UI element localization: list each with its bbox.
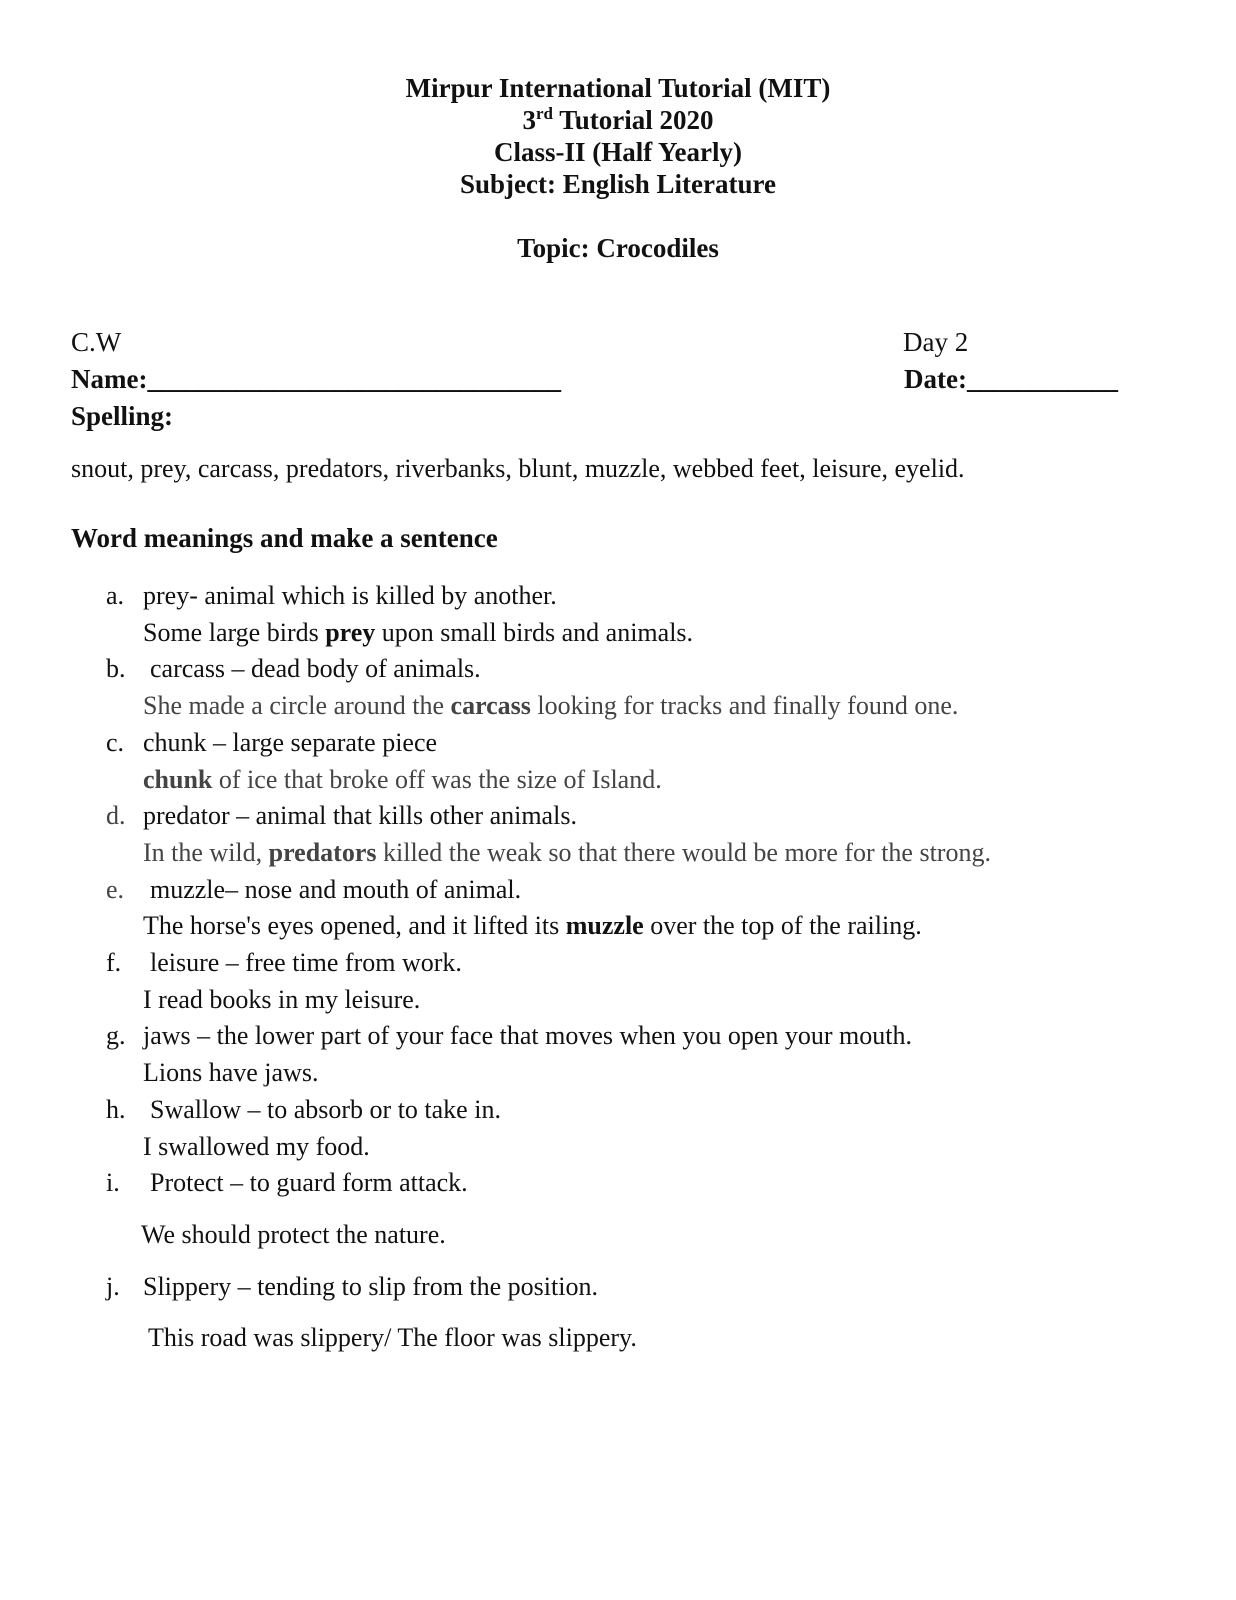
item-letter: j.: [106, 1271, 120, 1301]
item-definition: predator – animal that kills other animals.: [143, 801, 577, 831]
list-item: [0, 945, 1236, 1018]
item-letter: e.: [106, 874, 125, 904]
item-letter: c.: [106, 727, 125, 757]
spelling-label: Spelling:: [71, 401, 174, 431]
item-sentence: [0, 615, 1236, 652]
section-title: Word meanings and make a sentence: [71, 523, 498, 553]
sentence-keyword: predators: [268, 837, 377, 867]
item-definition: Slippery – tending to slip from the position.: [143, 1271, 598, 1301]
item-letter: b.: [106, 654, 126, 684]
item-sentence: I swallowed my food.: [143, 1131, 370, 1161]
sentence-keyword: carcass: [450, 691, 531, 721]
item-letter: a.: [106, 581, 125, 610]
sentence-text: In the wild,: [143, 837, 269, 867]
sentence-text: killed the weak so that there would be more for the strong.: [376, 837, 991, 867]
item-definition: jaws – the lower part of your face that moves when you open your mouth.: [143, 1021, 912, 1051]
list-item: [0, 1018, 1236, 1091]
item-definition: carcass – dead body of animals.: [150, 654, 481, 684]
item-definition: chunk – large separate piece: [143, 727, 438, 757]
list-item: [0, 578, 1236, 651]
sentence-text: looking for tracks and finally found one.: [530, 691, 959, 721]
list-item: [0, 651, 1236, 724]
topic-line: Topic: Crocodiles: [517, 233, 719, 263]
list-item: [0, 1165, 1236, 1253]
spelling-words: snout, prey, carcass, predators, riverbanks, blunt, muzzle, webbed feet, leisure, eyelid.: [71, 454, 965, 483]
word-meanings-list: [0, 578, 1236, 1357]
tutorial-rest: Tutorial 2020: [552, 105, 714, 135]
worksheet-header: [0, 72, 1236, 264]
sentence-text: The horse's eyes opened, and it lifted its: [143, 911, 566, 941]
sentence-text: of ice that broke off was the size of Island.: [212, 764, 662, 794]
item-letter: d.: [106, 801, 126, 831]
tutorial-ordinal: rd: [535, 104, 553, 123]
name-blank[interactable]: _________________________________: [147, 364, 560, 394]
item-sentence: Lions have jaws.: [143, 1058, 319, 1088]
item-sentence: [0, 835, 1236, 872]
tutorial-number: 3: [522, 105, 536, 135]
item-definition: leisure – free time from work.: [150, 948, 462, 978]
list-item: [0, 798, 1236, 871]
sentence-text: over the top of the railing.: [643, 911, 922, 941]
item-definition: Swallow – to absorb or to take in.: [150, 1094, 501, 1124]
item-sentence: [0, 762, 1236, 799]
tutorial-line: [0, 104, 1236, 136]
item-definition: prey- animal which is killed by another.: [143, 581, 557, 610]
sentence-keyword: chunk: [143, 764, 213, 794]
list-item: [0, 1092, 1236, 1165]
item-sentence: [0, 688, 1236, 725]
sentence-keyword: prey: [325, 617, 376, 647]
sentence-keyword: muzzle: [565, 911, 644, 941]
item-letter: i.: [106, 1168, 120, 1198]
item-sentence: This road was slippery/ The floor was slippery.: [148, 1323, 637, 1353]
day-label: Day 2: [903, 327, 969, 357]
list-item: [0, 725, 1236, 798]
item-sentence: [0, 908, 1236, 945]
sentence-text: Some large birds: [143, 617, 326, 647]
classwork-label: C.W: [71, 327, 122, 357]
date-field[interactable]: [904, 362, 1117, 396]
item-definition: Protect – to guard form attack.: [150, 1168, 468, 1198]
item-letter: g.: [106, 1021, 126, 1051]
list-item: [0, 872, 1236, 945]
list-item: [0, 1269, 1236, 1357]
date-label: Date:: [904, 364, 967, 394]
date-blank[interactable]: ____________: [966, 364, 1117, 394]
school-name: Mirpur International Tutorial (MIT): [405, 73, 831, 103]
item-letter: f.: [106, 948, 122, 978]
sentence-text: upon small birds and animals.: [375, 617, 694, 647]
subject-line: Subject: English Literature: [460, 169, 776, 199]
class-line: Class-II (Half Yearly): [494, 137, 742, 167]
sentence-text: She made a circle around the: [143, 691, 451, 721]
item-sentence: We should protect the nature.: [141, 1219, 446, 1249]
item-sentence: I read books in my leisure.: [143, 984, 421, 1014]
item-letter: h.: [106, 1094, 126, 1124]
name-field[interactable]: [71, 362, 560, 396]
item-definition: muzzle– nose and mouth of animal.: [150, 874, 522, 904]
name-label: Name:: [71, 364, 148, 394]
